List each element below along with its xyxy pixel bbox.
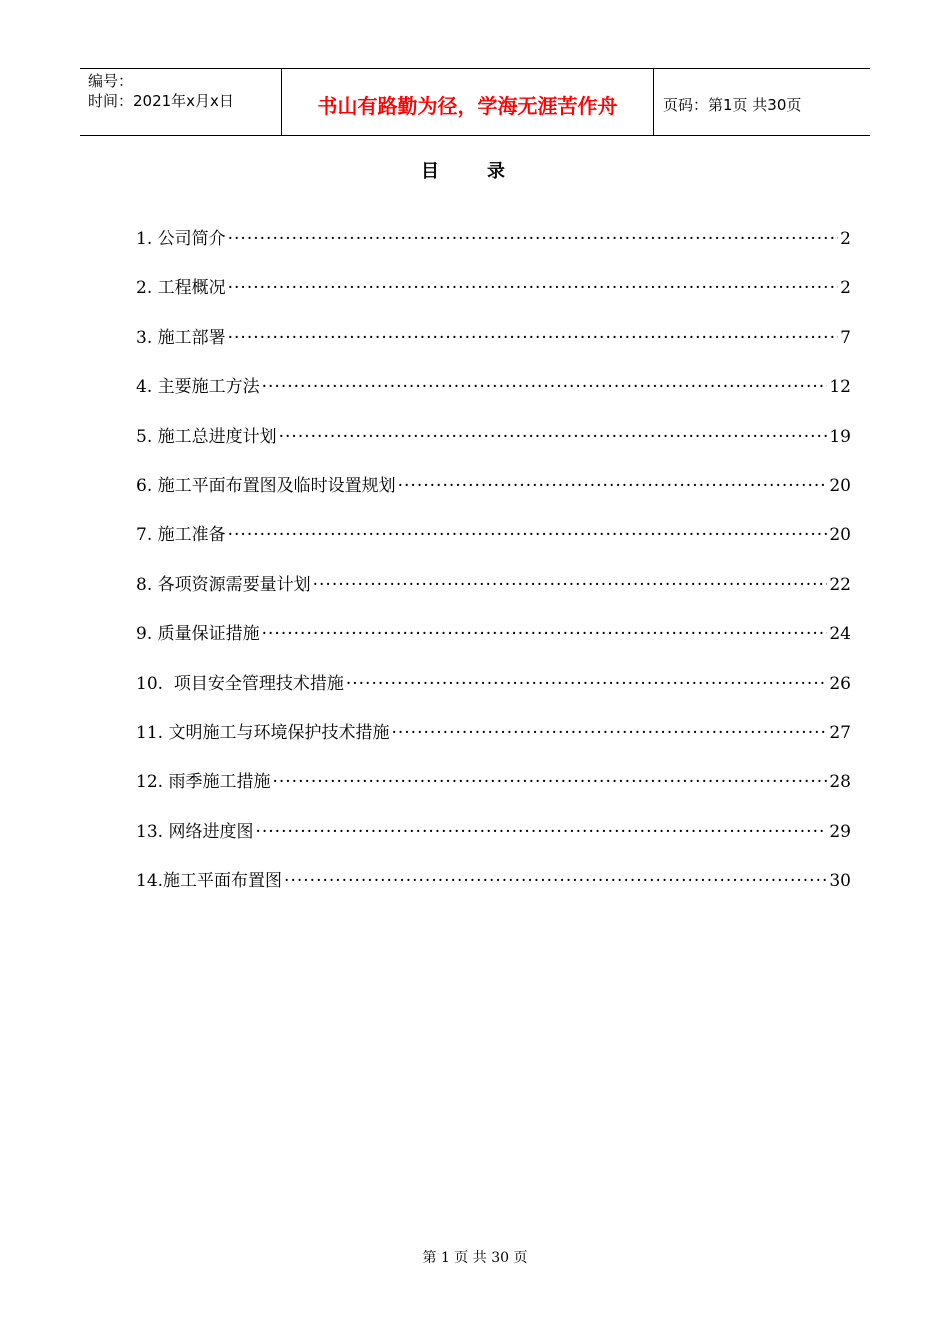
toc-entry-page: 2 [840, 229, 851, 249]
toc-entry-10[interactable] [136, 669, 851, 718]
toc-leader-dots [398, 476, 828, 496]
toc-entry-label: 6. 施工平面布置图及临时设置规划 [136, 475, 396, 496]
toc-leader-dots [346, 674, 828, 694]
toc-entry-page: 30 [829, 871, 851, 892]
toc-entry-7[interactable] [136, 520, 851, 569]
toc-entry-label: 10. 项目安全管理技术措施 [136, 673, 344, 694]
toc-leader-dots [284, 871, 827, 891]
toc-entry-6[interactable] [136, 471, 851, 520]
toc-entry-13[interactable] [136, 817, 851, 866]
toc-entry-label: 14.施工平面布置图 [136, 871, 283, 892]
toc-leader-dots [272, 772, 827, 792]
page-header [80, 68, 870, 136]
toc-entry-page: 28 [829, 772, 851, 793]
toc-entry-label: 11. 文明施工与环境保护技术措施 [136, 722, 390, 743]
page-footer: 第 1 页 共 30 页 [422, 1250, 528, 1266]
table-of-contents [136, 224, 851, 915]
header-page-info: 页码：第1页 共30页 [663, 95, 802, 114]
toc-leader-dots [228, 229, 839, 249]
toc-entry-label: 13. 网络进度图 [136, 821, 254, 842]
toc-entry-label: 4. 主要施工方法 [136, 377, 260, 398]
toc-leader-dots [262, 377, 828, 397]
toc-entry-page: 19 [829, 426, 851, 447]
toc-title: 目录 [421, 161, 553, 182]
toc-entry-label: 9. 质量保证措施 [136, 624, 260, 645]
toc-entry-12[interactable] [136, 767, 851, 816]
header-motto: 书山有路勤为径，学海无涯苦作舟 [281, 69, 654, 135]
toc-entry-5[interactable] [136, 422, 851, 471]
toc-entry-page: 26 [829, 673, 851, 694]
toc-leader-dots [313, 575, 828, 595]
toc-entry-label: 12. 雨季施工措施 [136, 772, 271, 793]
toc-entry-page: 27 [829, 722, 851, 743]
toc-leader-dots [228, 525, 828, 545]
toc-entry-page: 7 [840, 327, 851, 348]
header-meta [80, 69, 281, 135]
toc-entry-page: 20 [829, 525, 851, 546]
toc-entry-1[interactable] [136, 224, 851, 273]
toc-leader-dots [391, 723, 827, 743]
toc-entry-label: 2. 工程概况 [136, 278, 226, 299]
toc-entry-9[interactable] [136, 619, 851, 668]
toc-entry-page: 12 [829, 377, 851, 398]
toc-entry-label: 7. 施工准备 [136, 525, 226, 546]
toc-entry-page: 22 [829, 574, 851, 595]
toc-entry-label: 5. 施工总进度计划 [136, 426, 277, 447]
toc-entry-3[interactable] [136, 323, 851, 372]
toc-entry-11[interactable] [136, 718, 851, 767]
toc-leader-dots [228, 328, 839, 348]
toc-entry-4[interactable] [136, 372, 851, 421]
toc-leader-dots [255, 822, 827, 842]
toc-entry-label: 1. 公司简介 [136, 229, 226, 249]
toc-entry-14[interactable] [136, 866, 851, 915]
toc-entry-page: 2 [840, 278, 851, 299]
document-time-label: 时间：2021年x月x日 [88, 92, 234, 110]
toc-entry-8[interactable] [136, 570, 851, 619]
toc-entry-label: 3. 施工部署 [136, 327, 226, 348]
toc-leader-dots [262, 624, 828, 644]
toc-leader-dots [279, 427, 828, 447]
toc-entry-page: 29 [829, 821, 851, 842]
toc-leader-dots [228, 278, 839, 298]
toc-entry-2[interactable] [136, 273, 851, 322]
document-number-label: 编号： [88, 72, 134, 90]
toc-entry-label: 8. 各项资源需要量计划 [136, 574, 311, 595]
toc-entry-page: 24 [829, 624, 851, 645]
toc-entry-page: 20 [829, 475, 851, 496]
